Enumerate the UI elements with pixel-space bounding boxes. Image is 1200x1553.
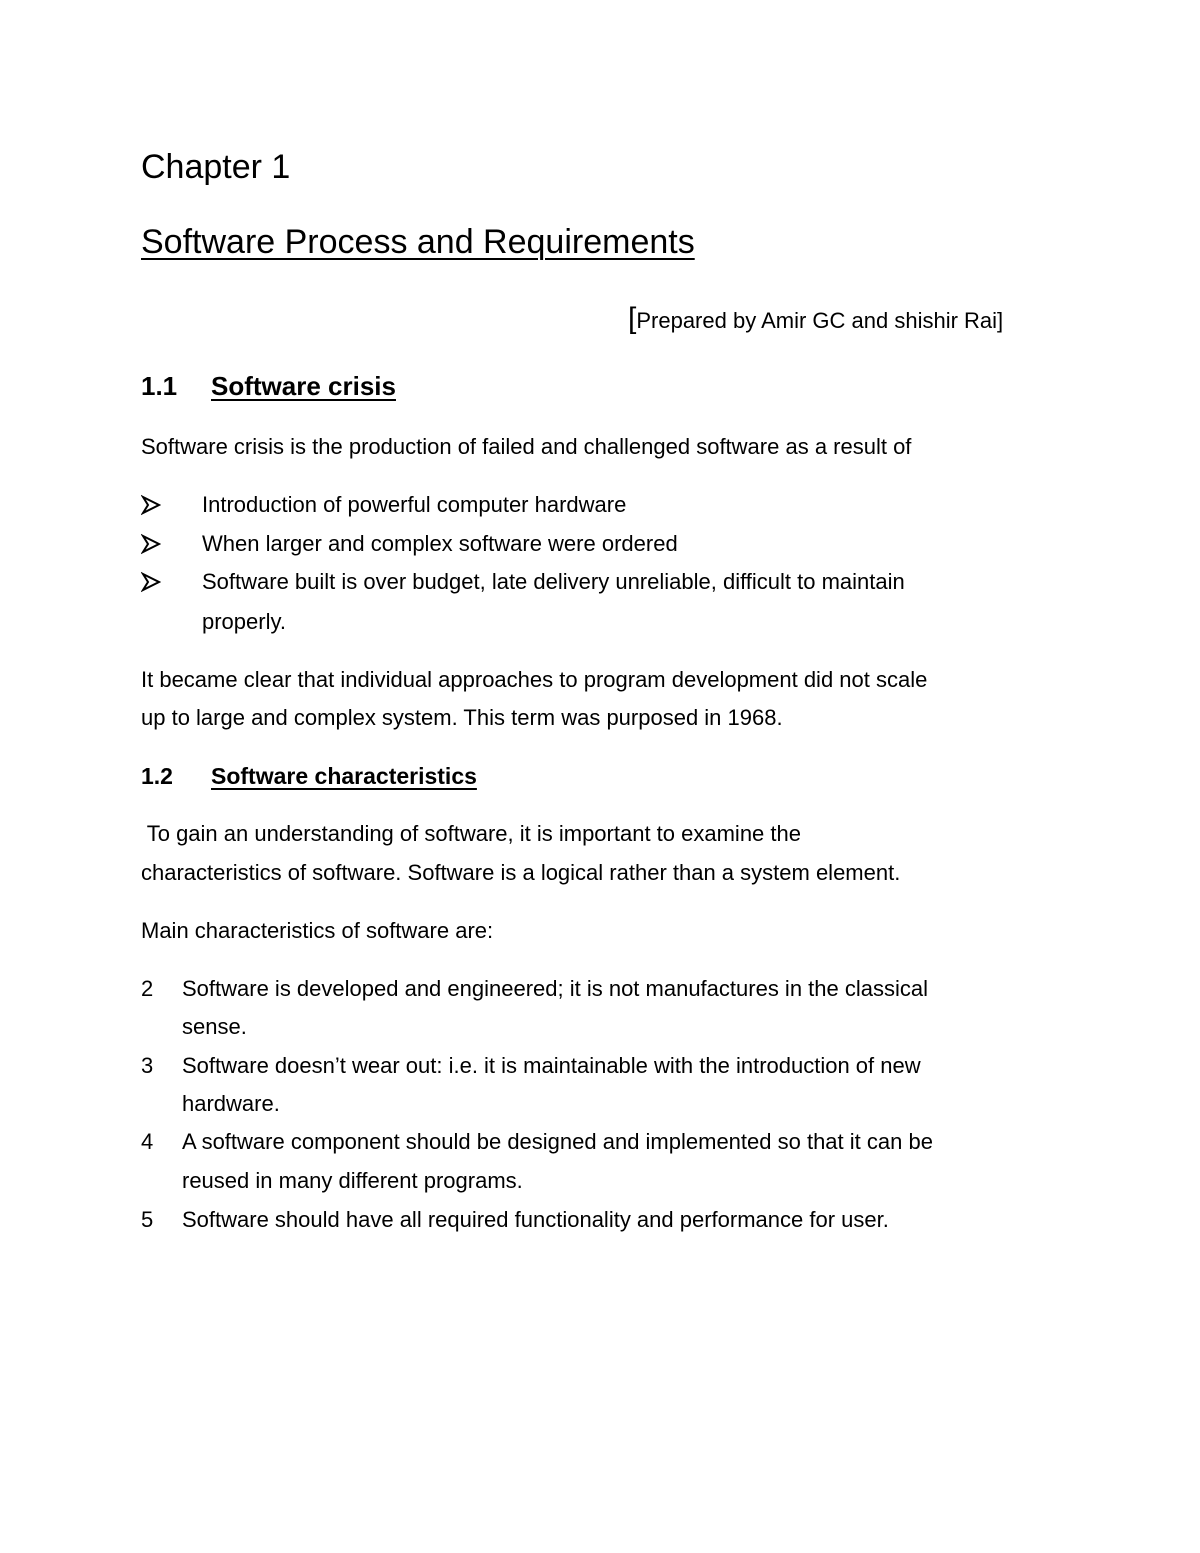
bullet-item-text: When larger and complex software were ordered [202,531,678,556]
arrowhead-bullet-icon [141,489,161,531]
section-number: 1.2 [141,763,173,789]
bullet-item-text-continued: properly. [202,609,286,634]
bullet-item-text: Software built is over budget, late delivery unreliable, difficult to maintain [202,569,905,594]
list-item-text: Software should have all required functionality and performance for user. [182,1207,889,1232]
list-item-number: 4 [141,1129,154,1154]
section-heading-software-crisis [141,370,396,402]
list-item-number: 3 [141,1053,154,1078]
section-number: 1.1 [141,371,178,401]
paragraph-line: To gain an understanding of software, it is important to examine the [141,821,801,846]
prepared-close-bracket: ] [997,308,1004,333]
bullet-item-text: Introduction of powerful computer hardware [202,492,627,517]
list-item-text-continued: hardware. [182,1091,280,1116]
arrowhead-bullet-icon [141,566,161,608]
prepared-open-bracket: [ [628,302,637,335]
list-item-number: 5 [141,1207,154,1232]
arrowhead-bullet-icon [141,528,161,570]
paragraph-line: It became clear that individual approaches to program development did not scale [141,667,928,692]
list-item-text-continued: reused in many different programs. [182,1168,523,1193]
list-item-text: Software doesn’t wear out: i.e. it is maintainable with the introduction of new [182,1053,921,1078]
paragraph-line: up to large and complex system. This term was purposed in 1968. [141,705,783,730]
list-intro-label: Main characteristics of software are: [141,918,494,943]
chapter-label: Chapter 1 [141,148,291,186]
section-heading-text: Software characteristics [211,763,477,789]
list-item-text-continued: sense. [182,1014,247,1039]
prepared-by-note [628,302,1003,338]
list-item-text: A software component should be designed and implemented so that it can be [182,1129,933,1154]
paragraph-line: characteristics of software. Software is a logical rather than a system element. [141,860,901,885]
section-heading-text: Software crisis [211,371,396,401]
document-title: Software Process and Requirements [141,223,695,261]
prepared-by-text: Prepared by Amir GC and shishir Rai [636,308,998,333]
list-item-text: Software is developed and engineered; it is not manufactures in the classical [182,976,928,1001]
section-heading-software-characteristics [141,760,477,792]
list-item-number: 2 [141,976,154,1001]
section-intro-paragraph: Software crisis is the production of failed and challenged software as a result of [141,434,912,459]
